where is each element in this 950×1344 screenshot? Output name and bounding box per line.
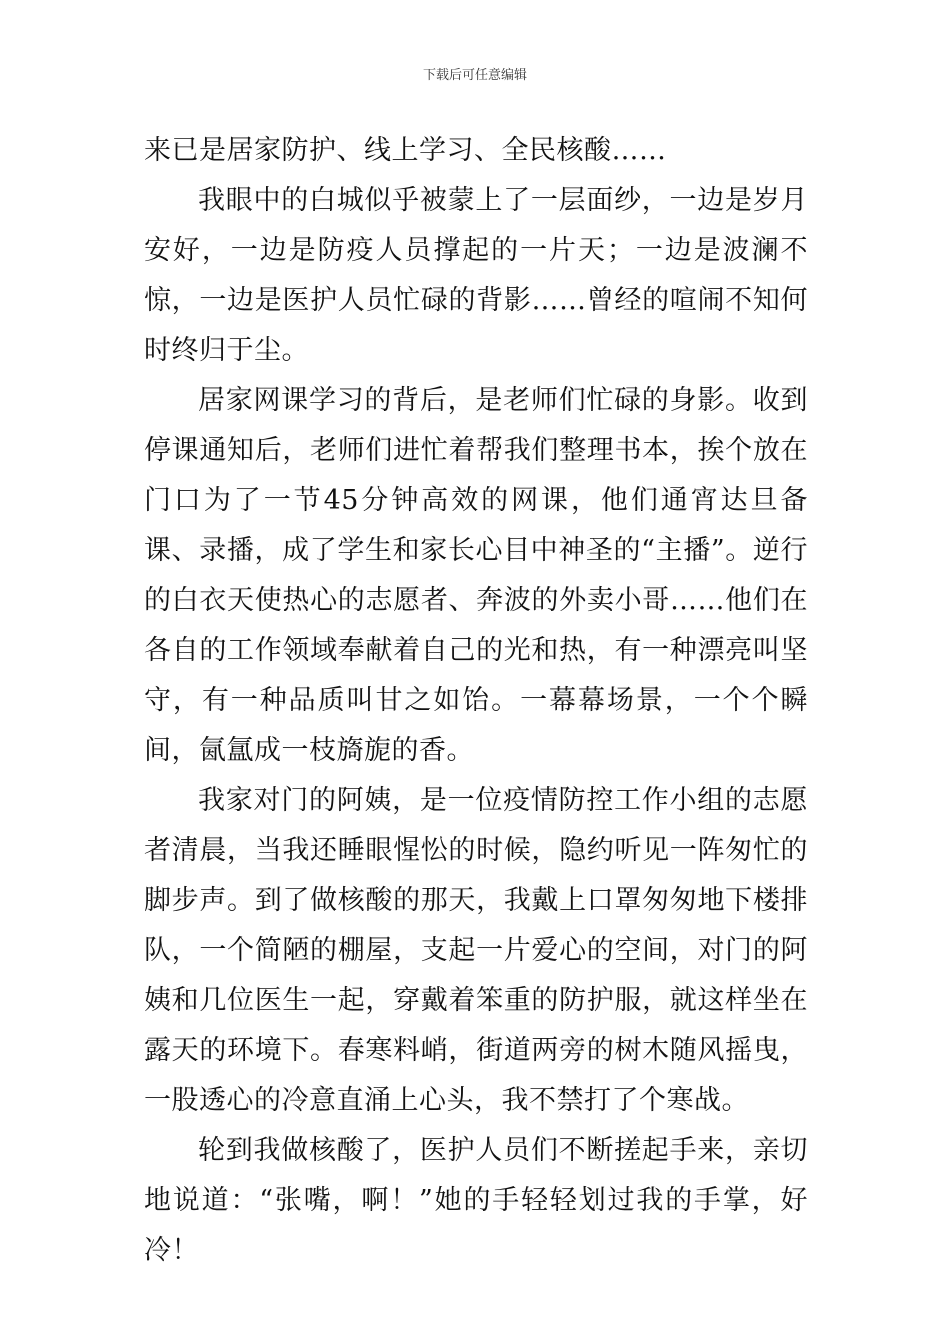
page-header: 下载后可任意编辑 bbox=[422, 68, 527, 83]
paragraph: 居家网课学习的背后，是老师们忙碌的身影。收到停课通知后，老师们进忙着帮我们整理书本，挨个放在门口为了一节45分钟高效的网课，他们通宵达旦备课、录播，成了学生和家长心目中神圣的“主播”。逆行的白衣天使热心的志愿者、奔波的外卖小哥……他们在各自的工作领域奉献着自己的光和热，有一种漂亮叫坚守，有一种品质叫甘之如饴。一幕幕场景，一个个瞬间，氤氲成一枝旖旎的香。 bbox=[144, 385, 808, 766]
paragraph: 我眼中的白城似乎被蒙上了一层面纱，一边是岁月安好，一边是防疫人员撑起的一片天；一边是波澜不惊，一边是医护人员忙碌的背影……曾经的喧闹不知何时终归于尘。 bbox=[144, 185, 808, 366]
paragraph: 轮到我做核酸了，医护人员们不断搓起手来，亲切地说道：“张嘴，啊！”她的手轻轻划过我的手掌，好冷！ bbox=[144, 1135, 808, 1266]
paragraph: 我家对门的阿姨，是一位疫情防控工作小组的志愿者清晨，当我还睡眼惺忪的时候，隐约听见一阵匆忙的脚步声。到了做核酸的那天，我戴上口罩匆匆地下楼排队，一个简陋的棚屋，支起一片爱心的空间，对门的阿姨和几位医生一起，穿戴着笨重的防护服，就这样坐在露天的环境下。春寒料峭，街道两旁的树木随风摇曳，一股透心的冷意直涌上心头，我不禁打了个寒战。 bbox=[144, 785, 808, 1116]
paragraph-continuation: 来已是居家防护、线上学习、全民核酸…… bbox=[144, 135, 667, 166]
document-body bbox=[144, 126, 808, 1276]
